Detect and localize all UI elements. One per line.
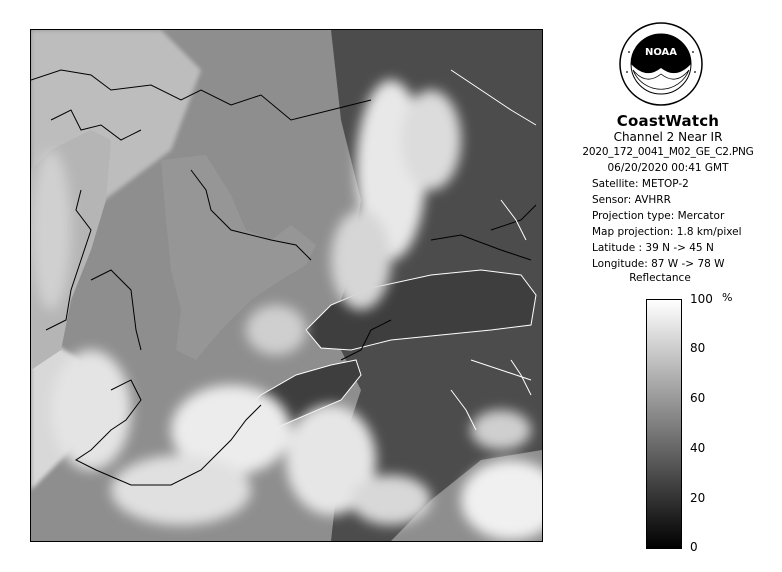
tick-label-60: 60 [690, 391, 706, 405]
latitude-range-label: Latitude : 39 N -> 45 N [592, 242, 714, 254]
legend-unit: % [722, 291, 733, 304]
reflectance-colorbar [646, 299, 682, 549]
tick-label-0: 0 [690, 540, 698, 554]
tick-label-100: 100 [690, 292, 713, 306]
longitude-range-label: Longitude: 87 W -> 78 W [592, 258, 725, 270]
legend-title: Reflectance [629, 272, 691, 284]
tick-label-80: 80 [690, 341, 706, 355]
map-projection-label: Map projection: 1.8 km/pixel [592, 226, 742, 238]
tick-label-40: 40 [690, 441, 706, 455]
map-canvas [31, 30, 542, 541]
brand-title: CoastWatch [616, 112, 720, 130]
logo-center-text: NOAA [644, 47, 678, 58]
noaa-logo-icon [619, 22, 703, 106]
satellite-image-map[interactable] [30, 29, 543, 542]
image-filename: 2020_172_0041_M02_GE_C2.PNG [582, 146, 754, 158]
acquisition-date: 06/20/2020 00:41 GMT [607, 162, 729, 174]
sensor-label: Sensor: AVHRR [592, 194, 671, 206]
satellite-label: Satellite: METOP-2 [592, 178, 689, 190]
projection-type-label: Projection type: Mercator [592, 210, 725, 222]
product-name: Channel 2 Near IR [613, 130, 723, 144]
tick-label-20: 20 [690, 491, 706, 505]
